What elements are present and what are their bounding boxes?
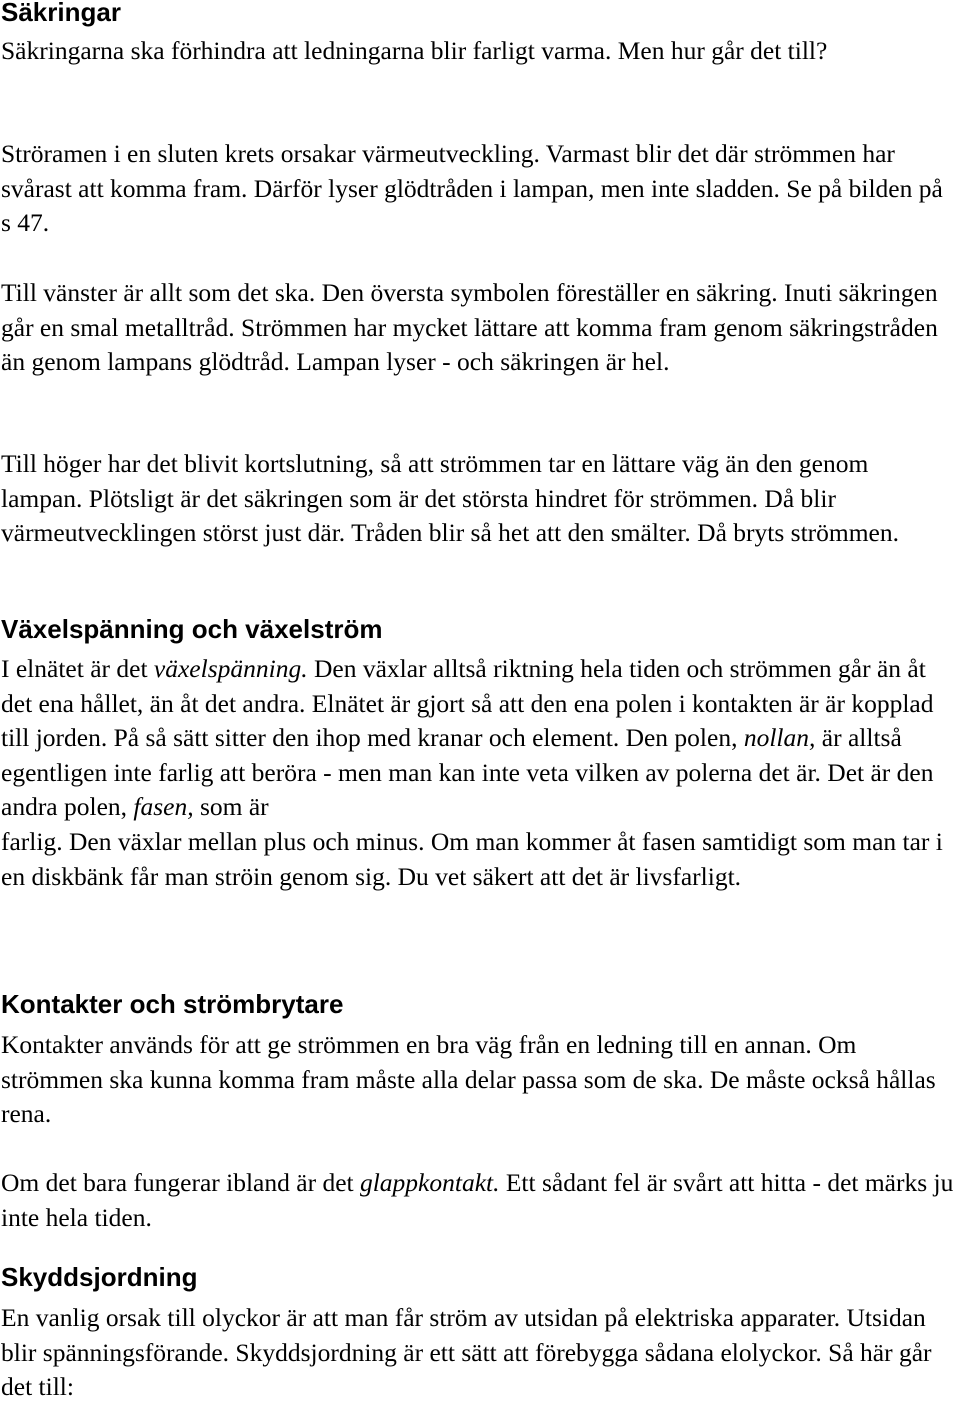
section-heading-vaxelspanning: Växelspänning och växelström	[1, 614, 383, 644]
term-glappkontakt: glappkontakt.	[359, 1168, 500, 1197]
text-run: Ett sådant fel är svårt att hitta - det märks ju inte hela tiden.	[1, 1168, 954, 1232]
paragraph-kontakter-1: Kontakter används för att ge strömmen en bra väg från en ledning till en annan. Om strömmen ska kunna komma fram måste alla delar passa som de ska. De måste också hållas rena.	[1, 1030, 936, 1129]
text-run: är alltså egentligen inte farlig att beröra - men man kan inte veta vilken av polerna det är. Det är den andra polen,	[1, 723, 934, 822]
text-run: Den växlar alltså riktning hela tiden och strömmen går än åt det ena hållet, än åt det andra. Elnätet är gjort så att den ena polen i kontakten är är kopplad till jorden. På så sätt sitter den ihop med kranar och element. Den polen,	[1, 654, 934, 753]
paragraph-skyddsjordning-1: En vanlig orsak till olyckor är att man får ström av utsidan på elektriska apparater. Utsidan blir spänningsförande. Skyddsjordning är ett sätt att förebygga sådana elolyckor. Så här går det till:	[1, 1303, 932, 1402]
text-run: farlig. Den växlar mellan plus och minus. Om man kommer åt fasen samtidigt som man tar i en diskbänk får man ströin genom sig. Du vet säkert att det är livsfarligt.	[1, 826, 943, 891]
paragraph-sakringar-2: Ströramen i en sluten krets orsakar värmeutveckling. Varmast blir det där strömmen har svårast att komma fram. Därför lyser glödtråden i lampan, men inte sladden. Se på bilden på s 47.	[1, 139, 943, 238]
section-heading-kontakter: Kontakter och strömbrytare	[1, 989, 344, 1019]
term-vaxelspanning: växelspänning.	[153, 654, 308, 683]
section-heading-sakringar: Säkringar	[1, 0, 121, 27]
paragraph-sakringar-4: Till höger har det blivit kortslutning, så att strömmen tar en lättare väg än den genom lampan. Plötsligt är det säkringen som är det största hindret för strömmen. Då blir värmeutvecklingen störst just där. Tråden blir så het att den smälter. Då bryts strömmen.	[1, 449, 900, 548]
text-run: Om det bara fungerar ibland är det	[1, 1168, 360, 1197]
text-run: som är	[193, 792, 269, 822]
term-nollan: nollan,	[743, 723, 816, 753]
term-fasen: fasen,	[133, 792, 194, 822]
text-run: I elnätet är det	[1, 654, 154, 683]
paragraph-sakringar-1: Säkringarna ska förhindra att ledningarna blir farligt varma. Men hur går det till?	[1, 36, 828, 65]
paragraph-sakringar-3: Till vänster är allt som det ska. Den översta symbolen föreställer en säkring. Inuti säkringen går en smal metalltråd. Strömmen har mycket lättare att komma fram genom säkringstråden än genom lampans glödtråd. Lampan lyser - och säkringen är hel.	[1, 278, 938, 377]
paragraph-vaxelspanning-1	[1, 652, 959, 894]
paragraph-kontakter-2	[1, 1166, 959, 1235]
section-heading-skyddsjordning: Skyddsjordning	[1, 1262, 198, 1292]
